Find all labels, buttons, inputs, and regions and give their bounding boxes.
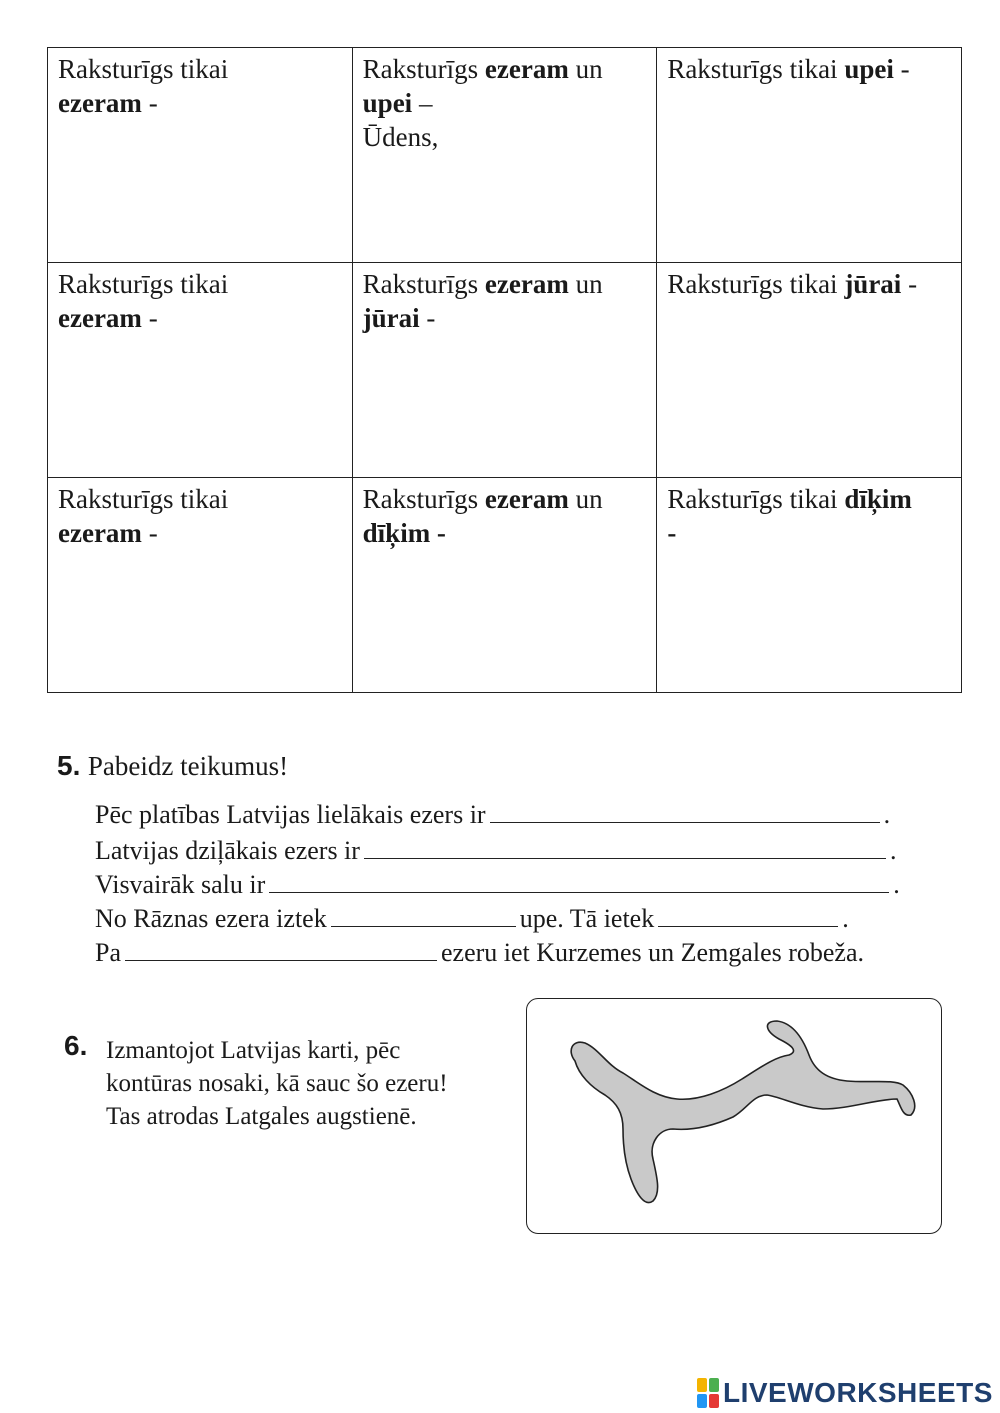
answer-blank[interactable] — [658, 906, 838, 927]
logo-text: LIVEWORKSHEETS — [723, 1377, 993, 1408]
table-cell[interactable]: Raksturīgs ezeram un dīķim - — [352, 478, 657, 693]
table-cell[interactable]: Raksturīgs tikai ezeram - — [48, 263, 353, 478]
answer-blank[interactable] — [331, 906, 516, 927]
table-cell[interactable]: Raksturīgs tikai dīķim - — [657, 478, 962, 693]
liveworksheets-logo — [697, 1376, 993, 1410]
sentence-line: Pa ezeru iet Kurzemes un Zemgales robeža. — [95, 938, 865, 967]
table-cell[interactable]: Raksturīgs tikai jūrai - — [657, 263, 962, 478]
sentence-line: Visvairāk salu ir . — [95, 870, 900, 899]
exercise-number: 5. — [57, 750, 81, 781]
table-row — [48, 48, 962, 263]
lake-outline-icon — [527, 999, 940, 1232]
exercise-number: 6. — [64, 1030, 88, 1061]
exercise-title: Pabeidz teikumus! — [87, 751, 289, 781]
comparison-table — [47, 47, 962, 693]
answer-blank[interactable] — [490, 802, 880, 823]
sentence-line: No Rāznas ezera iztek upe. Tā ietek . — [95, 904, 849, 933]
exercise-5-heading — [57, 750, 288, 782]
table-row — [48, 478, 962, 693]
table-cell[interactable]: Raksturīgs tikai upei - — [657, 48, 962, 263]
exercise-6 — [64, 1030, 448, 1130]
table-cell[interactable]: Raksturīgs tikai ezeram - — [48, 478, 353, 693]
table-cell[interactable]: Raksturīgs tikai ezeram - — [48, 48, 353, 263]
lake-outline-box — [526, 998, 942, 1234]
table-cell[interactable]: Raksturīgs ezeram un upei – Ūdens, — [352, 48, 657, 263]
logo-mark-icon — [697, 1378, 719, 1408]
sentence-line: Pēc platības Latvijas lielākais ezers ir . — [95, 800, 891, 829]
exercise-6-text: Izmantojot Latvijas karti, pēc kontūras nosaki, kā sauc šo ezeru! Tas atrodas Latgales augstienē. — [106, 1037, 448, 1130]
sentence-line: Latvijas dziļākais ezers ir . — [95, 836, 897, 865]
answer-blank[interactable] — [269, 872, 889, 893]
answer-blank[interactable] — [364, 838, 886, 859]
lake-shape — [571, 1021, 915, 1203]
answer-blank[interactable] — [125, 940, 437, 961]
table-row — [48, 263, 962, 478]
table-cell[interactable]: Raksturīgs ezeram un jūrai - — [352, 263, 657, 478]
